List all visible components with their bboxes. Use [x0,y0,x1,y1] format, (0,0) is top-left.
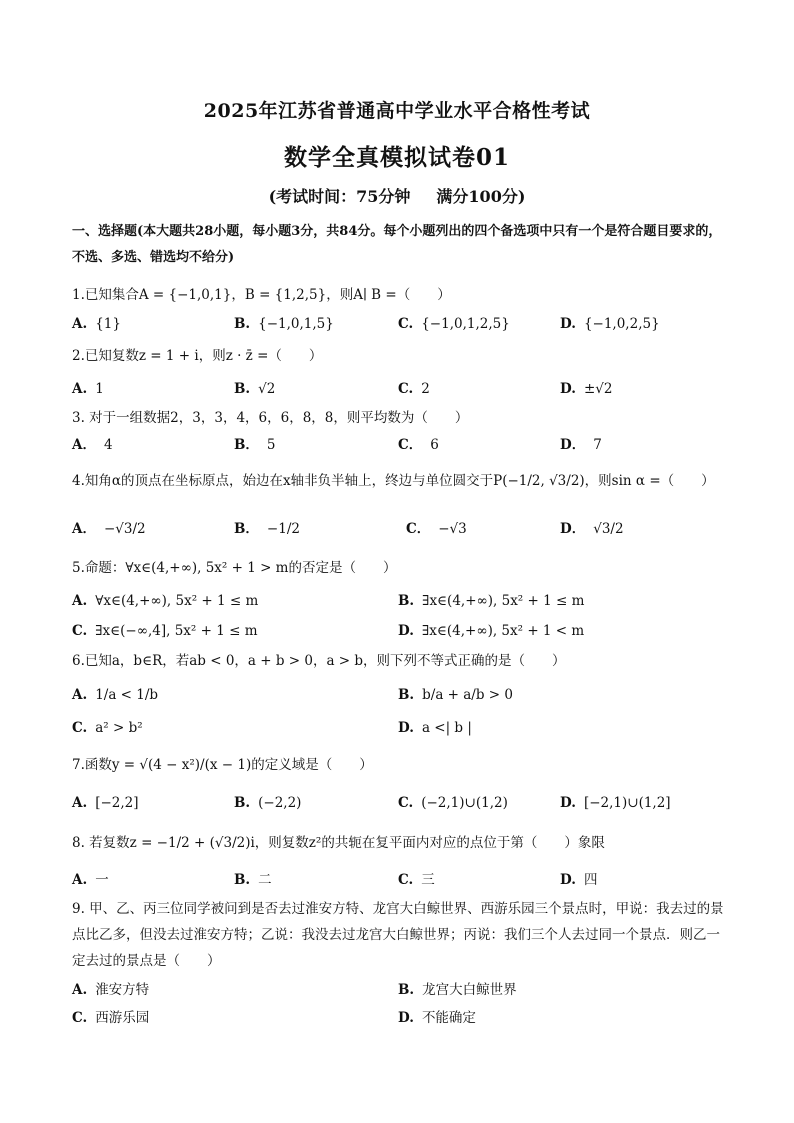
section-heading: 一、选择题(本大题共28小题，每小题3分，共84分。每个小题列出的四个备选项中只有一个是符合题目要求的，不选、多选、错选均不给分) [72,224,722,265]
option-b[interactable]: B. ∃x∈(4,+∞), 5x² + 1 ≤ m [398,593,585,609]
option-c[interactable]: C. ∃x∈(−∞,4], 5x² + 1 ≤ m [72,623,258,639]
question-stem: 8. 若复数z = −1/2 + (√3/2)i，则复数z²的共轭在复平面内对应的点位于第（ ）象限 [72,835,605,851]
options-row [72,618,732,644]
question-stem: 3. 对于一组数据2，3，3，4，6，6，8，8，则平均数为（ ） [72,410,469,426]
option-c[interactable]: C. 2 [398,381,430,397]
option-d[interactable]: D. 不能确定 [398,1010,476,1026]
option-b[interactable]: B. {−1,0,1,5} [234,316,334,332]
option-a[interactable]: A. ∀x∈(4,+∞), 5x² + 1 ≤ m [72,593,259,609]
option-a[interactable]: A. 1/a < 1/b [72,687,159,703]
option-d[interactable]: D. ∃x∈(4,+∞), 5x² + 1 < m [398,623,585,639]
options-row [72,1005,732,1031]
option-d[interactable]: D. 四 [560,872,598,888]
exam-title: 2025年江苏省普通高中学业水平合格性考试 [203,100,591,122]
options-row [72,977,732,1003]
option-a[interactable]: A. [−2,2] [72,795,139,811]
options-row [72,715,732,741]
option-b[interactable]: B. b/a + a/b > 0 [398,687,513,703]
option-d[interactable]: D. a <| b | [398,720,472,736]
question-stem: 4.知角α的顶点在坐标原点，始边在x轴非负半轴上，终边与单位圆交于P(−1/2, √3/2)，则sin α =（ ） [72,473,715,489]
exam-subtitle: 数学全真模拟试卷01 [283,144,510,171]
option-d[interactable]: D. ±√2 [560,381,613,397]
option-d[interactable]: D. [−2,1)∪(1,2] [560,795,671,811]
option-c[interactable]: C. 西游乐园 [72,1010,150,1026]
question-stem: 5.命题：∀x∈(4,+∞), 5x² + 1 > m的否定是（ ） [72,560,397,576]
question-stem: 7.函数y = √(4 − x²)/(x − 1)的定义域是（ ） [72,757,373,773]
option-a[interactable]: A． −√3/2 [72,521,146,537]
option-c[interactable]: C. a² > b² [72,720,143,736]
question-stem: 6.已知a，b∈R，若ab < 0，a + b > 0，a > b，则下列不等式正确的是（ ） [72,653,566,669]
option-b[interactable]: B． −1/2 [234,521,300,537]
question-stem: 2.已知复数z = 1 + i，则z · z̄ =（ ） [72,348,323,364]
exam-info [0,184,794,207]
option-c[interactable]: C. (−2,1)∪(1,2) [398,795,508,811]
option-a[interactable]: A． 4 [72,437,113,453]
exam-score: 满分100分) [436,187,526,206]
option-a[interactable]: A. 1 [72,381,104,397]
exam-time: (考试时间：75分钟 [268,187,411,206]
option-c[interactable]: C. 三 [398,872,435,888]
option-b[interactable]: B. 龙宫大白鲸世界 [398,982,517,998]
options-row [72,682,732,708]
question-stem: 1.已知集合A = {−1,0,1}，B = {1,2,5}，则A∣ B =（ ） [72,287,451,303]
option-c[interactable]: C. {−1,0,1,2,5} [398,316,510,332]
options-row [72,867,732,893]
options-row [72,432,732,458]
options-row [72,588,732,614]
option-d[interactable]: D． 7 [560,437,602,453]
option-a[interactable]: A. 一 [72,872,109,888]
options-row [72,790,732,816]
options-row [72,311,732,337]
option-b[interactable]: B. (−2,2) [234,795,302,811]
options-row [72,376,732,402]
option-a[interactable]: A. {1} [72,316,121,332]
option-d[interactable]: D. {−1,0,2,5} [560,316,660,332]
option-b[interactable]: B． 5 [234,437,276,453]
option-d[interactable]: D． √3/2 [560,521,624,537]
option-c[interactable]: C． −√3 [406,521,467,537]
options-row [72,516,732,542]
option-a[interactable]: A. 淮安方特 [72,982,150,998]
question-stem: 9. 甲、乙、丙三位同学被问到是否去过淮安方特、龙宫大白鲸世界、西游乐园三个景点时，甲说：我去过的景点比乙多，但没去过淮安方特；乙说：我没去过龙宫大白鲸世界；丙说：我们三个人去过同一个景点．则乙一定去过的景点是（ ） [72,901,724,969]
option-b[interactable]: B. √2 [234,381,276,397]
option-b[interactable]: B. 二 [234,872,272,888]
option-c[interactable]: C． 6 [398,437,439,453]
